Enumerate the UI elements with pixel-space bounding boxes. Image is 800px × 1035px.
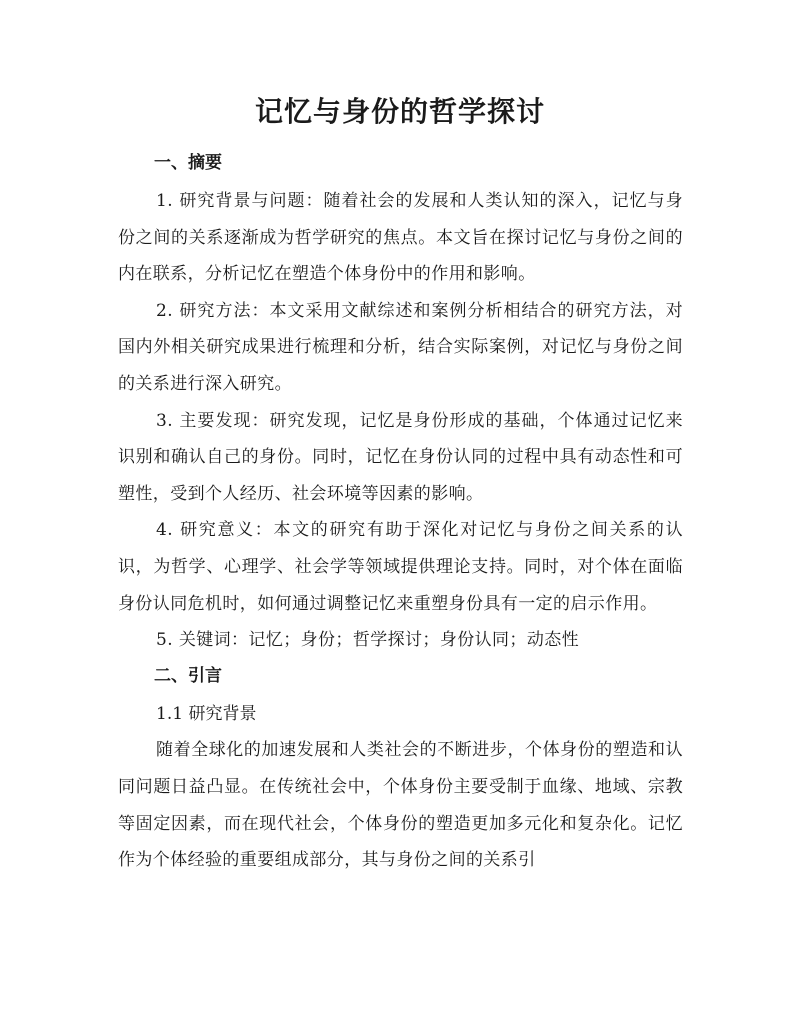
abstract-keywords: 5. 关键词：记忆；身份；哲学探讨；身份认同；动态性 <box>156 630 580 651</box>
abstract-paragraph-1: 1. 研究背景与问题：随着社会的发展和人类认知的深入，记忆与身份之间的关系逐渐成为哲学研究的焦点。本文旨在探讨记忆与身份之间的内在联系，分析记忆在塑造个体身份中的作用和影响。 <box>118 191 683 285</box>
subsection-heading-background: 1.1 研究背景 <box>156 703 257 724</box>
intro-paragraph-1: 随着全球化的加速发展和人类社会的不断进步，个体身份的塑造和认同问题日益凸显。在传统社会中，个体身份主要受制于血缘、地域、宗教等固定因素，而在现代社会，个体身份的塑造更加多元化和复杂化。记忆作为个体经验的重要组成部分，其与身份之间的关系引 <box>118 740 683 871</box>
abstract-paragraph-3: 3. 主要发现：研究发现，记忆是身份形成的基础，个体通过记忆来识别和确认自己的身份。同时，记忆在身份认同的过程中具有动态性和可塑性，受到个人经历、社会环境等因素的影响。 <box>118 410 683 504</box>
section-heading-intro: 二、引言 <box>154 665 222 686</box>
abstract-paragraph-2: 2. 研究方法：本文采用文献综述和案例分析相结合的研究方法，对国内外相关研究成果进行梳理和分析，结合实际案例，对记忆与身份之间的关系进行深入研究。 <box>118 300 683 394</box>
document-body <box>118 146 683 879</box>
abstract-paragraph-4: 4. 研究意义：本文的研究有助于深化对记忆与身份之间关系的认识，为哲学、心理学、社会学等领域提供理论支持。同时，对个体在面临身份认同危机时，如何通过调整记忆来重塑身份具有一定的启示作用。 <box>118 520 683 614</box>
section-heading-abstract: 一、摘要 <box>154 153 222 173</box>
document-title: 记忆与身份的哲学探讨 <box>254 95 545 128</box>
